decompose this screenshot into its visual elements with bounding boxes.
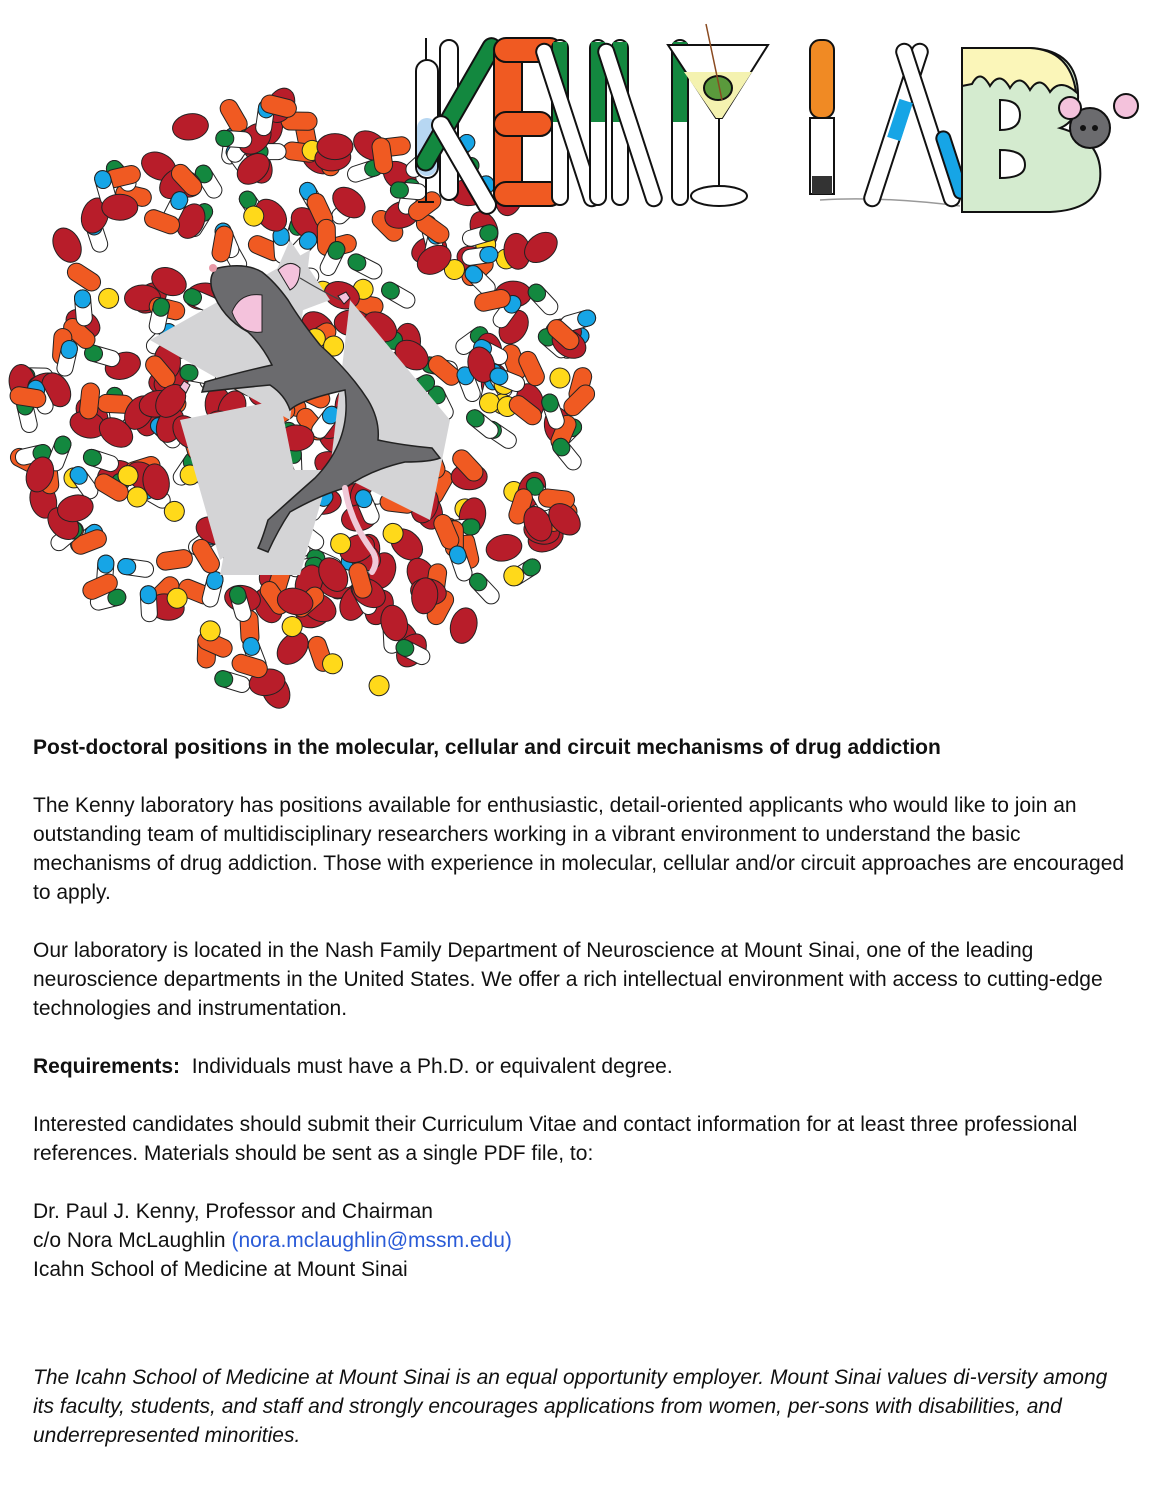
posting-title: Post-doctoral positions in the molecular, cellular and circuit mechanisms of drug addiction xyxy=(33,736,941,759)
pill xyxy=(64,260,104,295)
kenny-lab-illustration xyxy=(0,0,1159,720)
pill xyxy=(345,251,384,282)
pill xyxy=(74,289,93,326)
contact-line-care-of xyxy=(33,1226,1133,1255)
pill xyxy=(549,435,584,473)
kenny-lab-logo xyxy=(413,24,1138,217)
pill xyxy=(170,111,210,143)
pill xyxy=(317,134,353,160)
pill xyxy=(365,672,393,700)
pill xyxy=(484,531,525,564)
pill xyxy=(47,223,87,267)
pill xyxy=(546,364,573,391)
pill xyxy=(201,570,225,609)
pill xyxy=(215,130,252,148)
intro-paragraph: The Kenny laboratory has positions available for enthusiastic, detail-oriented applicants who would like to join an outstanding team of multidisciplinary researchers working in a vibrant environment to understand the basic mechanisms of drug addiction. Those with experience in molecular, cellular and/or circuit approaches are encouraged to apply. xyxy=(33,794,1125,904)
application-paragraph: Interested candidates should submit their Curriculum Vitae and contact information for at least three professional references. Materials should be sent as a single PDF file, to: xyxy=(33,1113,1078,1165)
contact-line-name: Dr. Paul J. Kenny, Professor and Chairman xyxy=(33,1200,433,1223)
pill xyxy=(102,194,138,220)
contact-line-institution: Icahn School of Medicine at Mount Sinai xyxy=(33,1258,408,1281)
requirements-paragraph xyxy=(33,1052,1133,1081)
pill xyxy=(95,285,121,311)
pill xyxy=(140,585,158,622)
requirements-text: Individuals must have a Ph.D. or equivalent degree. xyxy=(191,1055,673,1078)
requirements-label: Requirements: xyxy=(33,1055,181,1078)
pill xyxy=(379,279,418,311)
pill xyxy=(446,605,480,647)
pill xyxy=(127,486,148,507)
contact-care-of: c/o Nora McLaughlin xyxy=(33,1229,226,1252)
equal-opportunity-statement: The Icahn School of Medicine at Mount Sinai is an equal opportunity employer. Mount Sinai values di-versity among its faculty, students, and staff and strongly encourages applications from women, per-sons with disabilities, and underrepresented minorities. xyxy=(33,1366,1108,1447)
pill xyxy=(390,181,427,200)
pill xyxy=(525,281,561,318)
contact-email-link[interactable]: (nora.mclaughlin@mssm.edu) xyxy=(231,1229,512,1252)
pill xyxy=(79,382,101,420)
location-paragraph: Our laboratory is located in the Nash Family Department of Neuroscience at Mount Sinai, one of the leading neuroscience departments in the United States. We offer a rich intellectual environment with access to cutting-edge technologies and instrumentation. xyxy=(33,939,1103,1020)
pill xyxy=(155,548,193,571)
job-posting xyxy=(33,733,1133,1284)
pill xyxy=(117,557,155,578)
